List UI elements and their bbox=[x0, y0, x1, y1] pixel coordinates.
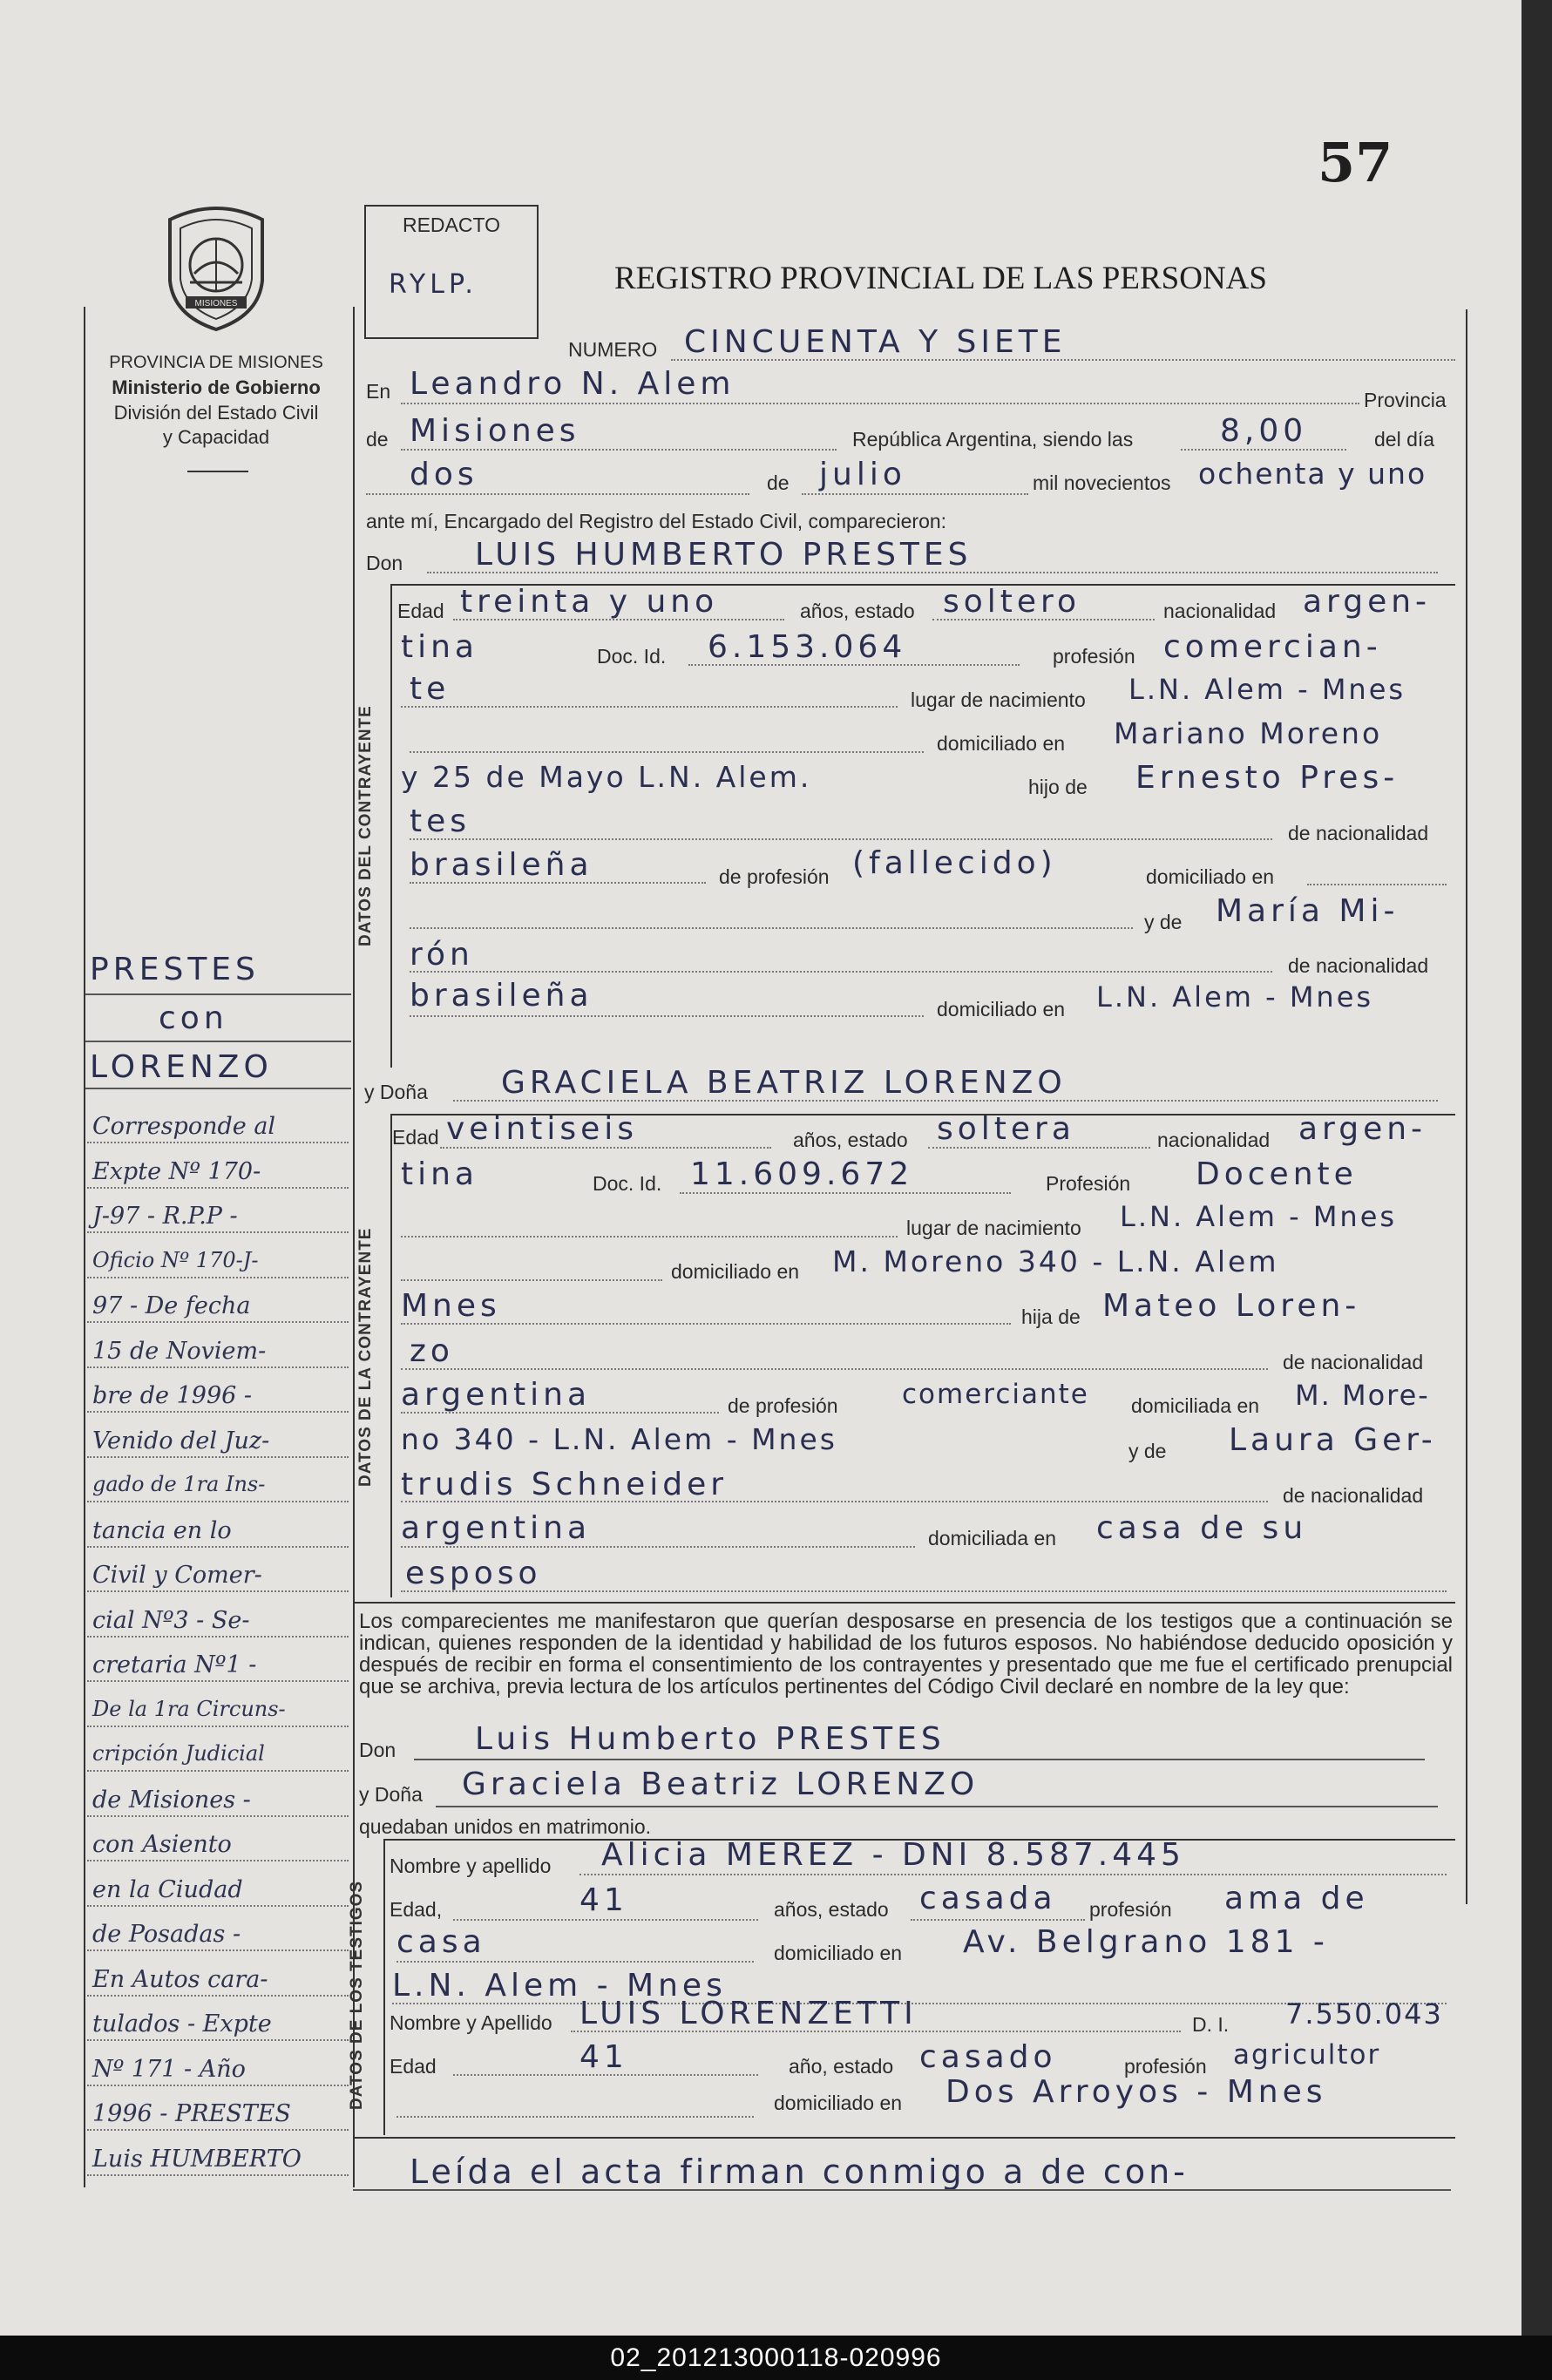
margin-note-line: Corresponde al bbox=[92, 1113, 276, 1140]
domiciliado-en-label: domiciliado en bbox=[1146, 865, 1275, 888]
de-label: de bbox=[366, 428, 389, 451]
footer-code: 02_201213000118-020996 bbox=[0, 2336, 1552, 2380]
margin-note-line: con Asiento bbox=[92, 1831, 232, 1858]
contrayenta-side-label: DATOS DE LA CONTRAYENTE bbox=[356, 1227, 375, 1487]
hora-value: 8,00 bbox=[1220, 413, 1308, 449]
madre-contrayenta-b: trudis Schneider bbox=[401, 1467, 729, 1502]
t2-edad-label: Edad bbox=[390, 2055, 437, 2078]
issuer-province: PROVINCIA DE MISIONES bbox=[109, 353, 323, 372]
margin-note-line: Civil y Comer- bbox=[92, 1562, 262, 1589]
t1-estado-label: años, estado bbox=[774, 1898, 889, 1921]
contrayente-profesion-b: te bbox=[410, 671, 451, 707]
margin-note-line: Venido del Juz- bbox=[92, 1427, 270, 1454]
madre-domicilio-label-2: domiciliada en bbox=[928, 1527, 1057, 1549]
edad-label: Edad bbox=[397, 600, 444, 622]
mil-label: mil novecientos bbox=[1033, 471, 1171, 494]
contrayente-nombre: LUIS HUMBERTO PRESTES bbox=[475, 537, 973, 573]
t2-edad: 41 bbox=[579, 2039, 628, 2075]
seal-text: MISIONES bbox=[194, 299, 238, 309]
t1-estado: casada bbox=[919, 1881, 1057, 1916]
numero-value: CINCUENTA Y SIETE bbox=[684, 324, 1067, 360]
t1-edad: 41 bbox=[579, 1882, 628, 1918]
margin-note-line: de Posadas - bbox=[92, 1921, 241, 1948]
domicilio-label-2: domiciliado en bbox=[671, 1260, 800, 1283]
margin-note-line: cretaria Nº1 - bbox=[92, 1651, 257, 1678]
provincial-seal-icon bbox=[161, 202, 271, 333]
declaration-dona: Graciela Beatriz LORENZO bbox=[462, 1766, 979, 1802]
profesion-label-2: Profesión bbox=[1046, 1172, 1131, 1195]
declaration-don: Luis Humberto PRESTES bbox=[475, 1721, 945, 1757]
t2-profesion: agricultor bbox=[1233, 2039, 1381, 2071]
doc-label: Doc. Id. bbox=[597, 645, 667, 668]
margin-note-line: En Autos cara- bbox=[92, 1965, 268, 1993]
lugar-label: lugar de nacimiento bbox=[911, 688, 1086, 711]
de-profesion-label-2: de profesión bbox=[728, 1394, 838, 1417]
de-profesion-label: de profesión bbox=[719, 865, 830, 888]
nacionalidad-label: nacionalidad bbox=[1163, 600, 1277, 622]
estado-label: años, estado bbox=[800, 600, 915, 622]
margin-header-c: LORENZO bbox=[90, 1049, 273, 1085]
madre-domicilio-label: domiciliado en bbox=[937, 998, 1066, 1020]
contrayenta-block-line bbox=[390, 1114, 392, 1597]
redacto-box bbox=[364, 205, 539, 339]
t1-profesion-b: casa bbox=[396, 1924, 486, 1960]
de-nacionalidad-label-3: de nacionalidad bbox=[1283, 1351, 1424, 1373]
y-de-label: y de bbox=[1144, 911, 1183, 933]
testigos-block-line bbox=[383, 1839, 385, 2135]
t1-edad-label: Edad, bbox=[390, 1898, 443, 1921]
margin-note-line: tancia en lo bbox=[92, 1516, 232, 1544]
de-nacionalidad-label-2: de nacionalidad bbox=[1288, 954, 1429, 977]
t2-di: 7.550.043 bbox=[1285, 1997, 1443, 2031]
padre-contrayenta-a: Mateo Loren- bbox=[1102, 1288, 1361, 1324]
document-title: REGISTRO PROVINCIAL DE LAS PERSONAS bbox=[614, 261, 1267, 296]
contrayenta-lugar: L.N. Alem - Mnes bbox=[1120, 1200, 1398, 1233]
redacto-label: REDACTO bbox=[402, 214, 501, 236]
madre-contrayente-nacionalidad: brasileña bbox=[410, 978, 593, 1014]
domicilio-label: domiciliado en bbox=[937, 732, 1066, 755]
contrayente-lugar: L.N. Alem - Mnes bbox=[1128, 673, 1406, 706]
t2-di-label: D. I. bbox=[1192, 2013, 1230, 2036]
contrayenta-doc: 11.609.672 bbox=[690, 1156, 914, 1192]
mes-value: julio bbox=[819, 457, 906, 492]
madre-contrayente-domicilio: L.N. Alem - Mnes bbox=[1096, 980, 1374, 1014]
issuer-division: División del Estado Civil bbox=[113, 402, 319, 424]
margin-header-b: con bbox=[159, 1000, 228, 1036]
t2-nombre: LUIS LORENZETTI bbox=[579, 1996, 918, 2031]
edad-label-2: Edad bbox=[392, 1126, 439, 1149]
margin-note-line: 97 - De fecha bbox=[92, 1292, 251, 1319]
left-frame-line bbox=[84, 307, 85, 2187]
madre-contrayente-b: rón bbox=[410, 937, 474, 973]
page-number: 57 bbox=[1318, 131, 1393, 194]
contrayenta-profesion: Docente bbox=[1196, 1156, 1358, 1192]
t1-domicilio-b: L.N. Alem - Mnes bbox=[392, 1968, 727, 2004]
provincia-label: Provincia bbox=[1364, 389, 1447, 411]
t2-estado: casado bbox=[919, 2039, 1057, 2075]
dia-value: dos bbox=[410, 457, 478, 492]
margin-note-line: Nº 171 - Año bbox=[92, 2055, 246, 2083]
padre-contrayente-b: tes bbox=[410, 804, 471, 839]
issuer-ministry: Ministerio de Gobierno bbox=[112, 376, 321, 398]
t1-profesion-label: profesión bbox=[1089, 1898, 1172, 1921]
contrayenta-nacionalidad-a: argen- bbox=[1298, 1111, 1427, 1147]
contrayente-nacionalidad-a: argen- bbox=[1303, 584, 1432, 620]
contrayente-block-line bbox=[390, 584, 392, 1068]
contrayenta-estado: soltera bbox=[937, 1111, 1075, 1147]
en-label: En bbox=[366, 380, 391, 403]
margin-note-line: cial Nº3 - Se- bbox=[92, 1606, 250, 1634]
redacto-initials: RYLP. bbox=[389, 269, 478, 300]
contrayente-nacionalidad-b: tina bbox=[401, 629, 478, 665]
provincia-value: Misiones bbox=[410, 413, 580, 449]
t2-nombre-label: Nombre y Apellido bbox=[390, 2011, 552, 2034]
contrayenta-domicilio-b: Mnes bbox=[401, 1288, 501, 1324]
localidad-value: Leandro N. Alem bbox=[410, 366, 735, 402]
don-label-2: Don bbox=[359, 1739, 396, 1761]
anio-value: ochenta y uno bbox=[1198, 457, 1427, 491]
contrayenta-domicilio-a: M. Moreno 340 - L.N. Alem bbox=[832, 1244, 1279, 1278]
issuer-capacity: y Capacidad bbox=[162, 426, 270, 448]
padre-contrayenta-domicilio-a: M. More- bbox=[1295, 1379, 1430, 1412]
right-frame-line bbox=[1466, 309, 1467, 1904]
ante-label: ante mí, Encargado del Registro del Estado Civil, comparecieron: bbox=[366, 510, 947, 532]
margin-note-line: De la 1ra Circuns- bbox=[92, 1696, 286, 1721]
contrayente-edad: treinta y uno bbox=[460, 584, 719, 620]
testigos-side-label: DATOS DE LOS TESTIGOS bbox=[348, 1880, 366, 2110]
t1-nombre-label: Nombre y apellido bbox=[390, 1855, 552, 1877]
lugar-label-2: lugar de nacimiento bbox=[906, 1217, 1081, 1239]
hijo-label: hijo de bbox=[1028, 776, 1088, 798]
de-mes-label: de bbox=[767, 471, 790, 494]
closing-line: Leída el acta firman conmigo a de con- bbox=[410, 2153, 1189, 2191]
padre-contrayente-nacionalidad: brasileña bbox=[410, 847, 593, 883]
contrayenta-edad: veintiseis bbox=[446, 1111, 639, 1147]
de-nacionalidad-label-4: de nacionalidad bbox=[1283, 1484, 1424, 1507]
margin-note-line: 15 de Noviem- bbox=[92, 1337, 267, 1365]
madre-contrayente-a: María Mi- bbox=[1216, 893, 1400, 929]
margin-note-line: cripción Judicial bbox=[92, 1741, 265, 1766]
margin-note-line: de Misiones - bbox=[92, 1786, 251, 1814]
margin-note-line: en la Ciudad bbox=[92, 1875, 243, 1903]
padre-contrayenta-profesion: comerciante bbox=[902, 1379, 1089, 1410]
contrayente-doc: 6.153.064 bbox=[708, 629, 907, 665]
t2-domicilio: Dos Arroyos - Mnes bbox=[945, 2074, 1327, 2110]
book-binding bbox=[1522, 0, 1552, 2336]
estado-label-2: años, estado bbox=[793, 1129, 908, 1151]
profesion-label: profesión bbox=[1053, 645, 1135, 668]
margin-note-line: 1996 - PRESTES bbox=[92, 2100, 291, 2127]
madre-contrayenta-nacionalidad: argentina bbox=[401, 1510, 592, 1546]
margin-note-line: gado de 1ra Ins- bbox=[92, 1472, 266, 1496]
de-nacionalidad-label: de nacionalidad bbox=[1288, 822, 1429, 844]
t2-domicilio-label: domiciliado en bbox=[774, 2092, 903, 2114]
contrayenta-nombre: GRACIELA BEATRIZ LORENZO bbox=[501, 1065, 1067, 1101]
t1-nombre: Alicia MEREZ - DNI 8.587.445 bbox=[601, 1837, 1185, 1873]
contrayente-domicilio-a: Mariano Moreno bbox=[1114, 716, 1383, 750]
numero-label: NUMERO bbox=[568, 338, 658, 361]
del-dia-label: del día bbox=[1374, 428, 1435, 451]
t1-domicilio-a: Av. Belgrano 181 - bbox=[963, 1924, 1329, 1960]
padre-contrayenta-domicilio-b: no 340 - L.N. Alem - Mnes bbox=[401, 1422, 837, 1456]
dona-label: y Doña bbox=[364, 1081, 428, 1103]
nacionalidad-label-2: nacionalidad bbox=[1157, 1129, 1271, 1151]
padre-contrayente-a: Ernesto Pres- bbox=[1135, 760, 1400, 796]
dona-label-2: y Doña bbox=[359, 1783, 423, 1806]
domiciliada-label: domiciliada en bbox=[1131, 1394, 1260, 1417]
republica-label: República Argentina, siendo las bbox=[852, 428, 1134, 451]
margin-note-line: J-97 - R.P.P - bbox=[92, 1203, 238, 1230]
padre-contrayenta-b: zo bbox=[410, 1333, 454, 1369]
margin-note-line: bre de 1996 - bbox=[92, 1382, 253, 1409]
madre-contrayenta-a: Laura Ger- bbox=[1229, 1422, 1437, 1458]
madre-contrayenta-domicilio-b: esposo bbox=[405, 1556, 542, 1591]
padre-contrayenta-nacionalidad: argentina bbox=[401, 1377, 592, 1413]
t1-profesion-a: ama de bbox=[1224, 1881, 1369, 1916]
t2-estado-label: año, estado bbox=[789, 2055, 894, 2078]
margin-note-line: Luis HUMBERTO bbox=[92, 2145, 302, 2173]
padre-contrayente-profesion: (fallecido) bbox=[852, 845, 1057, 881]
y-de-label-2: y de bbox=[1128, 1440, 1167, 1462]
doc-label-2: Doc. Id. bbox=[593, 1172, 662, 1195]
contrayente-side-label: DATOS DEL CONTRAYENTE bbox=[356, 705, 375, 946]
madre-contrayenta-domicilio-a: casa de su bbox=[1096, 1510, 1308, 1546]
contrayente-profesion-a: comercian- bbox=[1163, 629, 1382, 665]
unidos-label: quedaban unidos en matrimonio. bbox=[359, 1815, 652, 1838]
contrayente-estado: soltero bbox=[943, 584, 1081, 620]
margin-note-line: Oficio Nº 170-J- bbox=[92, 1247, 259, 1272]
margin-note-line: tulados - Expte bbox=[92, 2010, 272, 2038]
t1-domicilio-label: domiciliado en bbox=[774, 1942, 903, 1964]
don-label: Don bbox=[366, 552, 403, 574]
t2-profesion-label: profesión bbox=[1124, 2055, 1207, 2078]
contrayente-domicilio-b: y 25 de Mayo L.N. Alem. bbox=[401, 760, 812, 794]
margin-header-a: PRESTES bbox=[90, 952, 260, 987]
hija-label: hija de bbox=[1021, 1305, 1081, 1328]
margin-note-line: Expte Nº 170- bbox=[92, 1157, 261, 1185]
declaration-text: Los comparecientes me manifestaron que querían desposarse en presencia de los testigos que a continuación se indican, quienes responden de la identidad y habilidad de los futuros esposos. No habiéndose deducido oposición y después de recibir en forma el consentimiento de los contrayentes y presentado que me fue el certificado prenupcial que se archiva, previa lectura de los artículos pertinentes del Código Civil declaré en nombre de la ley que: bbox=[359, 1610, 1453, 1699]
contrayenta-nacionalidad-b: tina bbox=[401, 1156, 478, 1192]
